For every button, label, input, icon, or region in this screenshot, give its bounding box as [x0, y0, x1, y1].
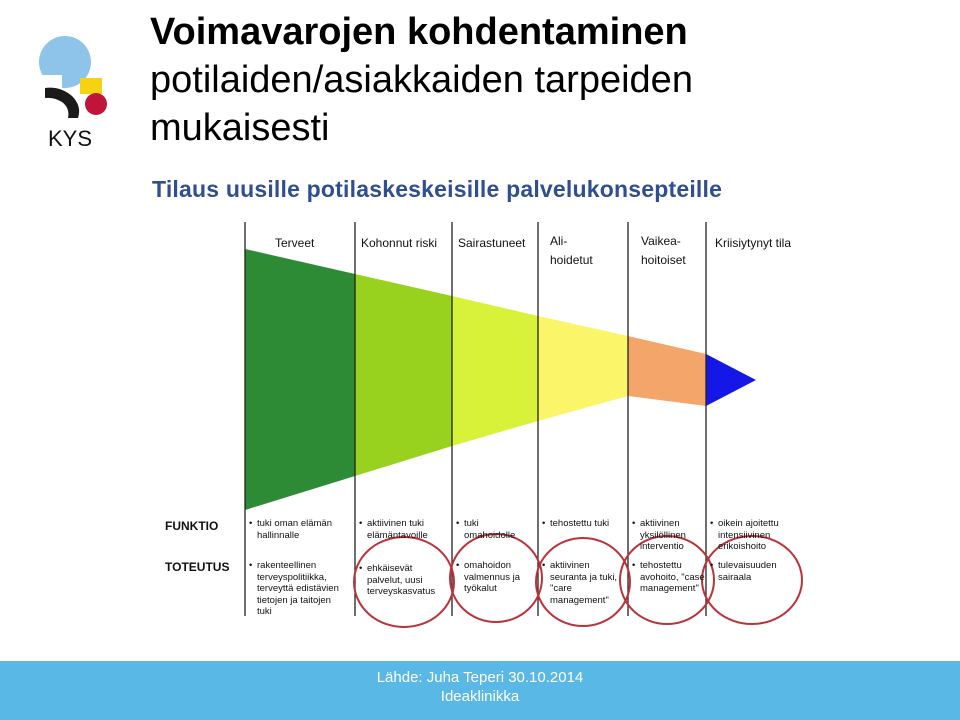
- logo-text: KYS: [48, 126, 93, 151]
- footer-subtitle: Ideaklinikka: [440, 688, 520, 705]
- toteutus-cell: • rakenteellinen terveyspolitiikka, terveyttä edistävien tietojen ja taitojen tuki: [249, 560, 339, 617]
- footer-bar: [0, 661, 960, 720]
- segment-kriisiytynyt: [706, 354, 756, 406]
- segment-alihoidetut: [538, 316, 628, 421]
- column-label-vaikeahoitoiset: Vaikea- hoitoiset: [641, 234, 686, 267]
- toteutus-cell: • tehostettu avohoito, "case management": [632, 560, 705, 594]
- title-line-3: mukaisesti: [150, 107, 330, 149]
- figure-title: Tilaus uusille potilaskeskeisille palvelukonsepteille: [152, 176, 723, 202]
- column-label-kriisiytynyt-tila: Kriisiytynyt tila: [715, 236, 792, 250]
- toteutus-cell: • ehkäisevät palvelut, uusi terveyskasvatus: [359, 563, 436, 597]
- toteutus-cell: • omahoidon valmennus ja työkalut: [456, 560, 520, 594]
- segment-sairastuneet: [452, 296, 538, 446]
- toteutus-cell: • tulevaisuuden sairaala: [710, 560, 777, 583]
- segment-kohonnut-riski: [355, 274, 452, 476]
- footer-source: Lähde: Juha Teperi 30.10.2014: [376, 669, 584, 686]
- title-line-2: potilaiden/asiakkaiden tarpeiden: [150, 59, 693, 101]
- row-label-toteutus: TOTEUTUS: [165, 560, 230, 574]
- funktio-cell: • tuki omahoidolle: [456, 518, 516, 541]
- segment-terveet: [245, 249, 355, 510]
- funktio-cell: • tuki oman elämän hallinnalle: [249, 518, 332, 541]
- row-label-funktio: FUNKTIO: [165, 519, 219, 533]
- column-label-alihoidetut: Ali- hoidetut: [550, 234, 593, 267]
- column-label-kohonnut-riski: Kohonnut riski: [361, 236, 438, 250]
- column-label-sairastuneet: Sairastuneet: [458, 236, 526, 250]
- column-label-terveet: Terveet: [275, 236, 315, 250]
- funktio-cell: • aktiivinen tuki elämäntavoille: [359, 518, 428, 541]
- funktio-cell: • tehostettu tuki: [542, 518, 610, 529]
- segment-vaikeahoitoiset: [628, 336, 706, 406]
- toteutus-cell: • aktiivinen seuranta ja tuki, "care management": [542, 560, 618, 606]
- funktio-cell: • aktiivinen yksilöllinen interventio: [632, 518, 686, 552]
- title-line-1: Voimavarojen kohdentaminen: [150, 11, 688, 53]
- funktio-cell: • oikein ajoitettu intensiivinen erikoishoito: [710, 518, 779, 552]
